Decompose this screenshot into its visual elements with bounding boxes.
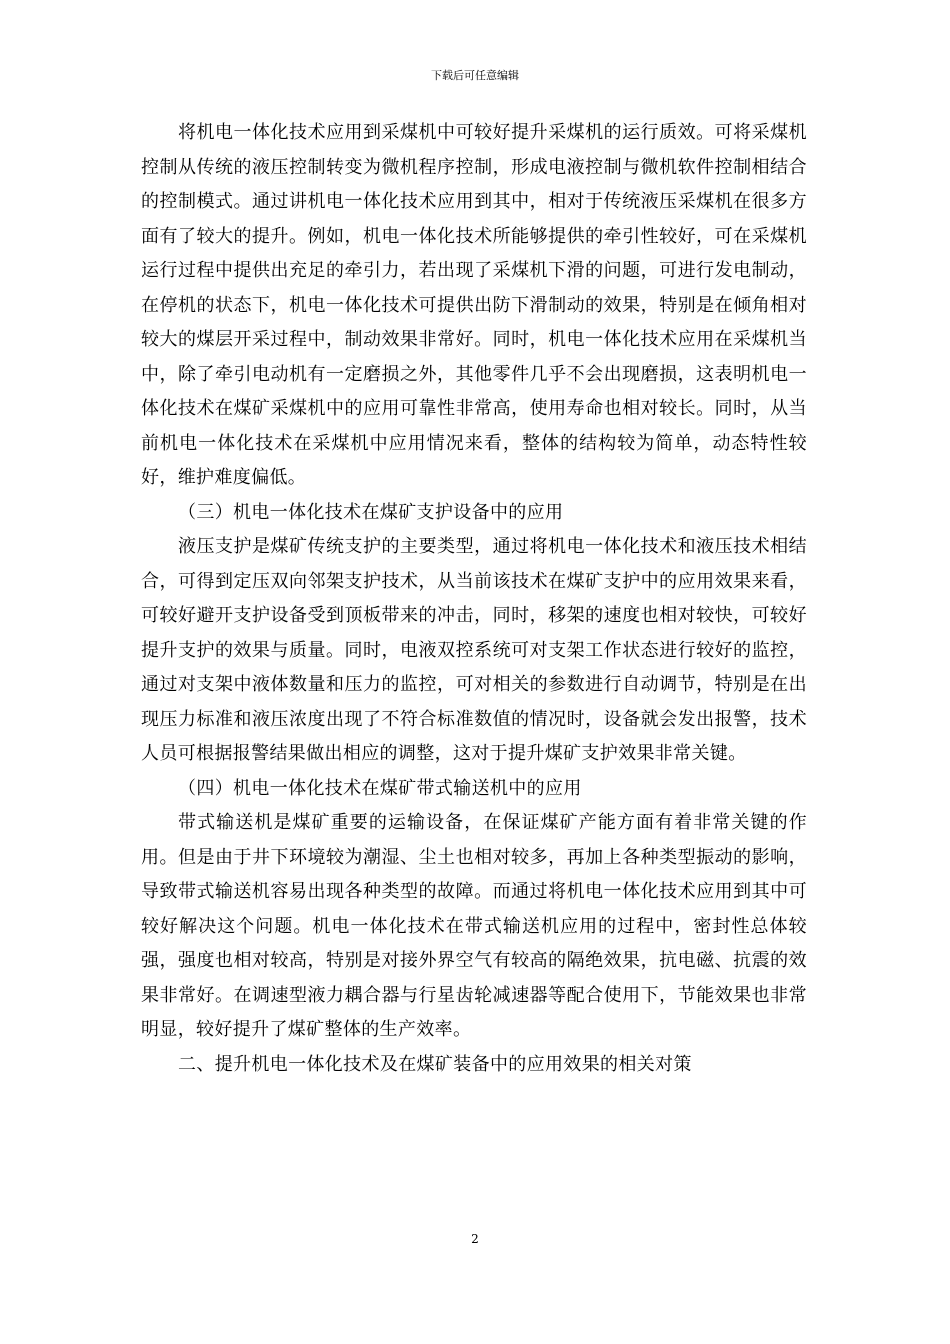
paragraph-shearer: 将机电一体化技术应用到采煤机中可较好提升采煤机的运行质效。可将采煤机控制从传统的液压控制转变为微机程序控制，形成电液控制与微机软件控制相结合的控制模式。通过讲机电一体化技术应用到其中，相对于传统液压采煤机在很多方面有了较大的提升。例如，机电一体化技术所能够提供的牵引性较好，可在采煤机运行过程中提供出充足的牵引力，若出现了采煤机下滑的问题，可进行发电制动，在停机的状态下，机电一体化技术可提供出防下滑制动的效果，特别是在倾角相对较大的煤层开采过程中，制动效果非常好。同时，机电一体化技术应用在采煤机当中，除了牵引电动机有一定磨损之外，其他零件几乎不会出现磨损，这表明机电一体化技术在煤矿采煤机中的应用可靠性非常高，使用寿命也相对较长。同时，从当前机电一体化技术在采煤机中应用情况来看，整体的结构较为简单，动态特性较好，维护难度偏低。 xyxy=(141,122,807,488)
page-header-note: 下载后可任意编辑 xyxy=(431,69,519,82)
paragraph-belt-conveyor: 带式输送机是煤矿重要的运输设备，在保证煤矿产能方面有着非常关键的作用。但是由于井下环境较为潮湿、尘土也相对较多，再加上各种类型振动的影响，导致带式输送机容易出现各种类型的故障。而通过将机电一体化技术应用到其中可较好解决这个问题。机电一体化技术在带式输送机应用的过程中，密封性总体较强，强度也相对较高，特别是对接外界空气有较高的隔绝效果，抗电磁、抗震的效果非常好。在调速型液力耦合器与行星齿轮减速器等配合使用下，节能效果也非常明显，较好提升了煤矿整体的生产效率。 xyxy=(141,812,807,1040)
document-body xyxy=(141,116,807,1082)
section-heading-support-equipment: （三）机电一体化技术在煤矿支护设备中的应用 xyxy=(178,501,564,523)
section-heading-countermeasures: 二、提升机电一体化技术及在煤矿装备中的应用效果的相关对策 xyxy=(178,1053,692,1075)
page-number: 2 xyxy=(471,1232,479,1246)
section-heading-belt-conveyor: （四）机电一体化技术在煤矿带式输送机中的应用 xyxy=(178,777,582,799)
paragraph-hydraulic-support: 液压支护是煤矿传统支护的主要类型，通过将机电一体化技术和液压技术相结合，可得到定压双向邻架支护技术，从当前该技术在煤矿支护中的应用效果来看，可较好避开支护设备受到顶板带来的冲击，同时，移架的速度也相对较快，可较好提升支护的效果与质量。同时，电液双控系统可对支架工作状态进行较好的监控，通过对支架中液体数量和压力的监控，可对相关的参数进行自动调节，特别是在出现压力标准和液压浓度出现了不符合标准数值的情况时，设备就会发出报警，技术人员可根据报警结果做出相应的调整，这对于提升煤矿支护效果非常关键。 xyxy=(141,536,807,764)
